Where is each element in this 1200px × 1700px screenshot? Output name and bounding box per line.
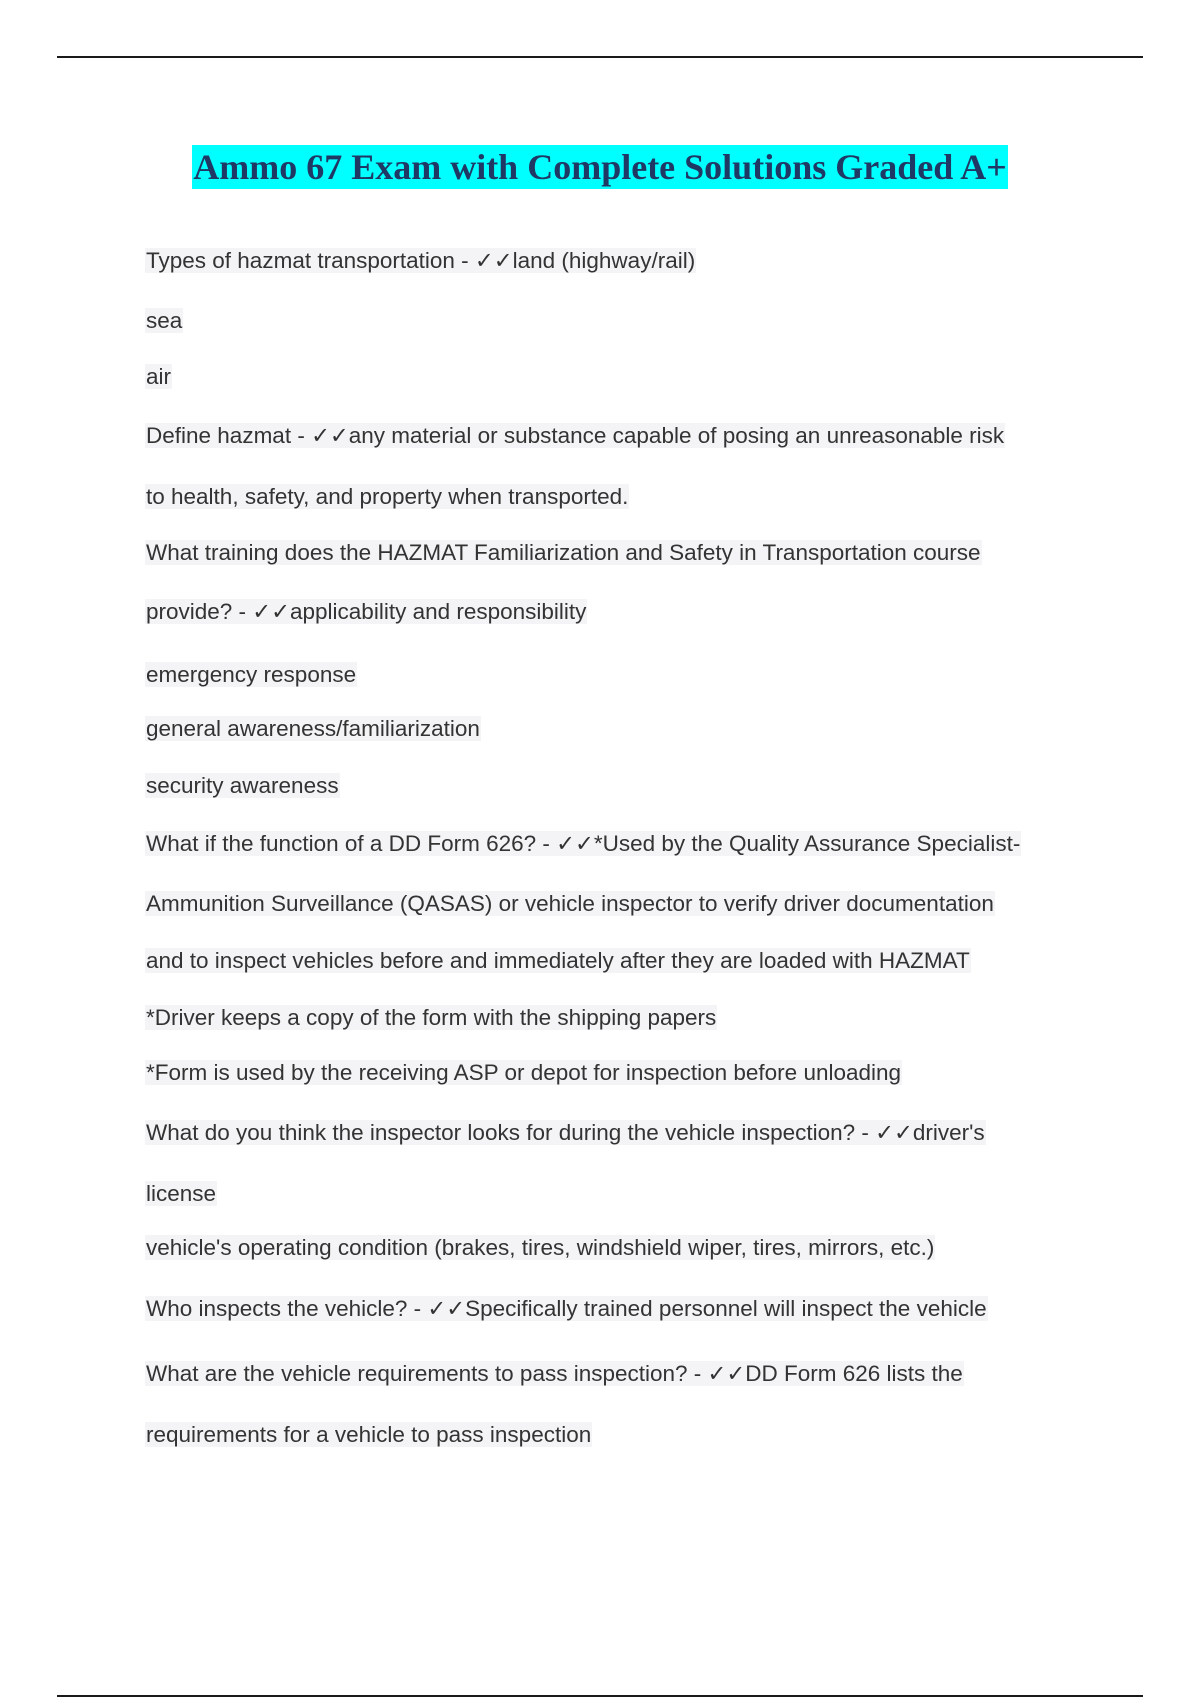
text-line: air <box>146 364 172 389</box>
title-container <box>0 145 1200 189</box>
document-title: Ammo 67 Exam with Complete Solutions Graded A+ <box>193 147 1007 187</box>
text-line: license <box>146 1181 217 1206</box>
text-line: What training does the HAZMAT Familiarization and Safety in Transportation course <box>146 540 981 565</box>
text-line: general awareness/familiarization <box>146 716 480 741</box>
text-line: Who inspects the vehicle? - ✓✓Specifically trained personnel will inspect the vehicle <box>146 1296 987 1321</box>
text-line: Ammunition Surveillance (QASAS) or vehicle inspector to verify driver documentation <box>146 891 994 916</box>
bottom-rule <box>57 1695 1143 1697</box>
text-line: and to inspect vehicles before and immediately after they are loaded with HAZMAT <box>146 948 970 973</box>
text-line: *Form is used by the receiving ASP or depot for inspection before unloading <box>146 1060 902 1085</box>
text-line: Define hazmat - ✓✓any material or substance capable of posing an unreasonable risk <box>146 423 1005 448</box>
text-line: What do you think the inspector looks for during the vehicle inspection? - ✓✓driver's <box>146 1120 985 1145</box>
text-line: to health, safety, and property when transported. <box>146 484 629 509</box>
text-line: Types of hazmat transportation - ✓✓land (highway/rail) <box>146 248 696 273</box>
text-line: What are the vehicle requirements to pass inspection? - ✓✓DD Form 626 lists the <box>146 1361 963 1386</box>
text-line: sea <box>146 308 183 333</box>
top-rule <box>57 56 1143 58</box>
text-line: requirements for a vehicle to pass inspection <box>146 1422 592 1447</box>
text-line: emergency response <box>146 662 357 687</box>
text-line: vehicle's operating condition (brakes, tires, windshield wiper, tires, mirrors, etc.) <box>146 1235 935 1260</box>
text-line: *Driver keeps a copy of the form with the shipping papers <box>146 1005 717 1030</box>
text-line: provide? - ✓✓applicability and responsibility <box>146 599 587 624</box>
text-line: What if the function of a DD Form 626? - ✓✓*Used by the Quality Assurance Specialist- <box>146 831 1021 856</box>
text-line: security awareness <box>146 773 339 798</box>
